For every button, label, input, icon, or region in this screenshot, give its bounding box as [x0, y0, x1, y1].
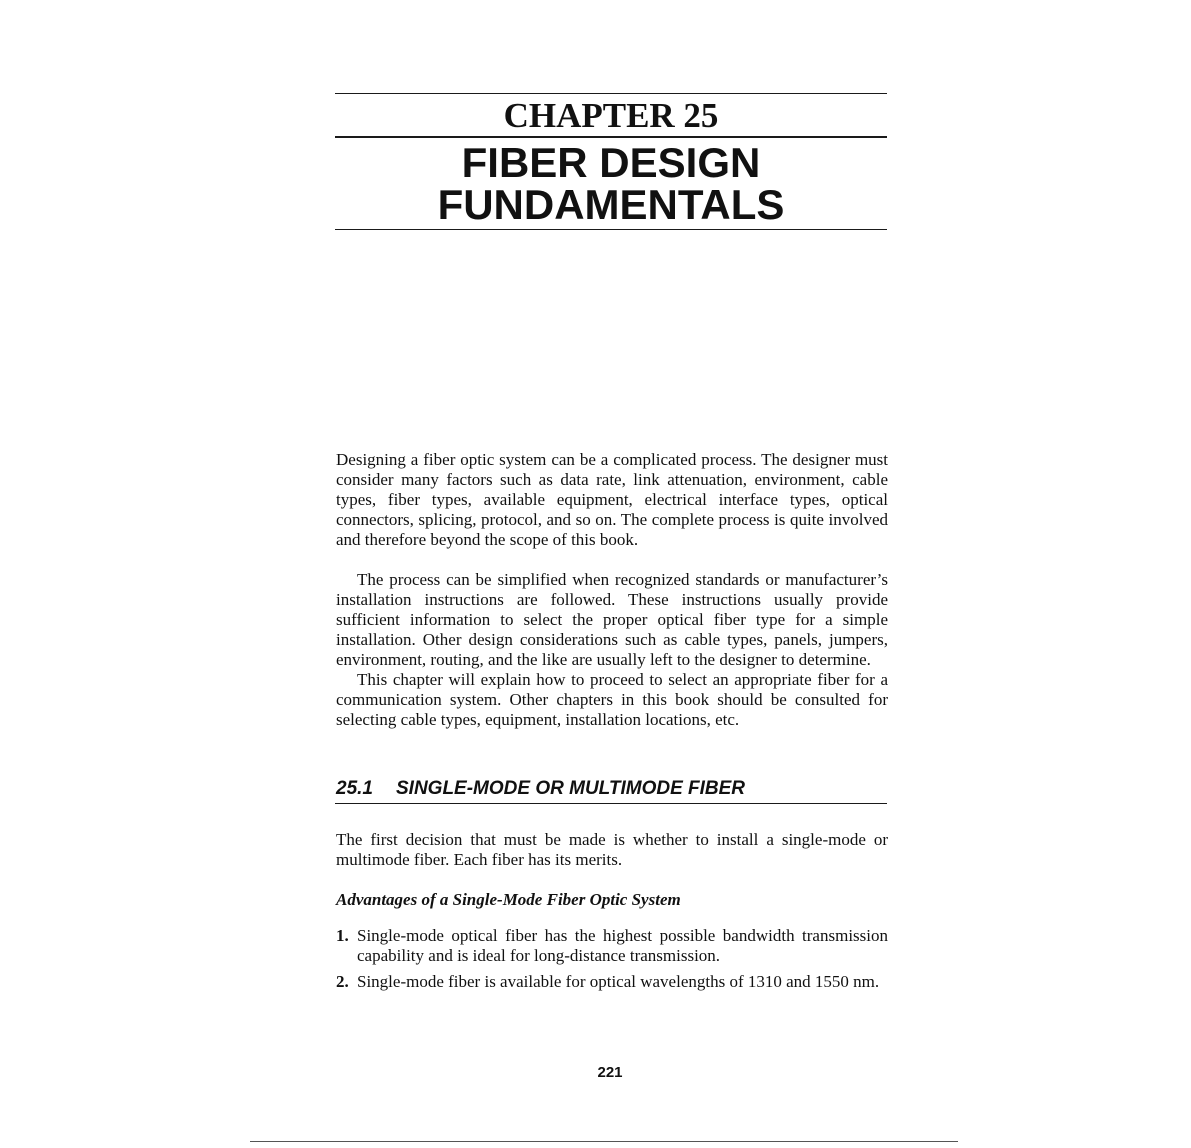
page-number: 221 — [597, 1064, 623, 1081]
list-item-text: Single-mode fiber is available for optical wavelengths of 1310 and 1550 nm. — [357, 972, 880, 991]
chapter-title-line-1: FIBER DESIGN — [461, 139, 761, 186]
intro-paragraph-2: The process can be simplified when recognized standards or manufacturer’s installation instructions are followed. These instructions usually provide sufficient information to select the proper optical fiber type for a simple installation. Other design considerations such as cable types, panels, jumpers, environment, routing, and the like are usually left to the designer to determine. — [336, 570, 888, 669]
chapter-label: CHAPTER 25 — [503, 96, 719, 135]
section-paragraph-1: The first decision that must be made is whether to install a single-mode or multimode fiber. Each fiber has its merits. — [336, 830, 888, 869]
section-rule — [335, 803, 887, 804]
chapter-top-rule — [335, 93, 887, 94]
chapter-bottom-rule — [335, 229, 887, 230]
section-heading — [336, 778, 888, 800]
intro-paragraph-3: This chapter will explain how to proceed to select an appropriate fiber for a communication system. Other chapters in this book should be consulted for selecting cable types, equipment, installation locations, etc. — [336, 670, 888, 729]
list-item — [336, 926, 888, 966]
section-number: 25.1 — [336, 778, 373, 799]
list-item — [336, 972, 888, 992]
list-item-marker: 1. — [336, 926, 349, 945]
page-bottom-edge — [250, 1141, 958, 1142]
list-item-text: Single-mode optical fiber has the highest possible bandwidth transmission capability and is ideal for long-distance transmission. — [357, 926, 888, 965]
chapter-title-line-2: FUNDAMENTALS — [437, 181, 785, 228]
chapter-middle-rule — [335, 136, 887, 138]
chapter-title — [335, 139, 887, 228]
intro-paragraph-1: Designing a fiber optic system can be a complicated process. The designer must consider many factors such as data rate, link attenuation, environment, cable types, fiber types, available equipment, electrical interface types, optical connectors, splicing, protocol, and so on. The complete process is quite involved and therefore beyond the scope of this book. — [336, 450, 888, 549]
section-title: SINGLE-MODE OR MULTIMODE FIBER — [396, 778, 746, 799]
subsection-heading: Advantages of a Single-Mode Fiber Optic System — [336, 890, 681, 909]
list-item-marker: 2. — [336, 972, 349, 991]
advantages-list — [336, 926, 888, 998]
